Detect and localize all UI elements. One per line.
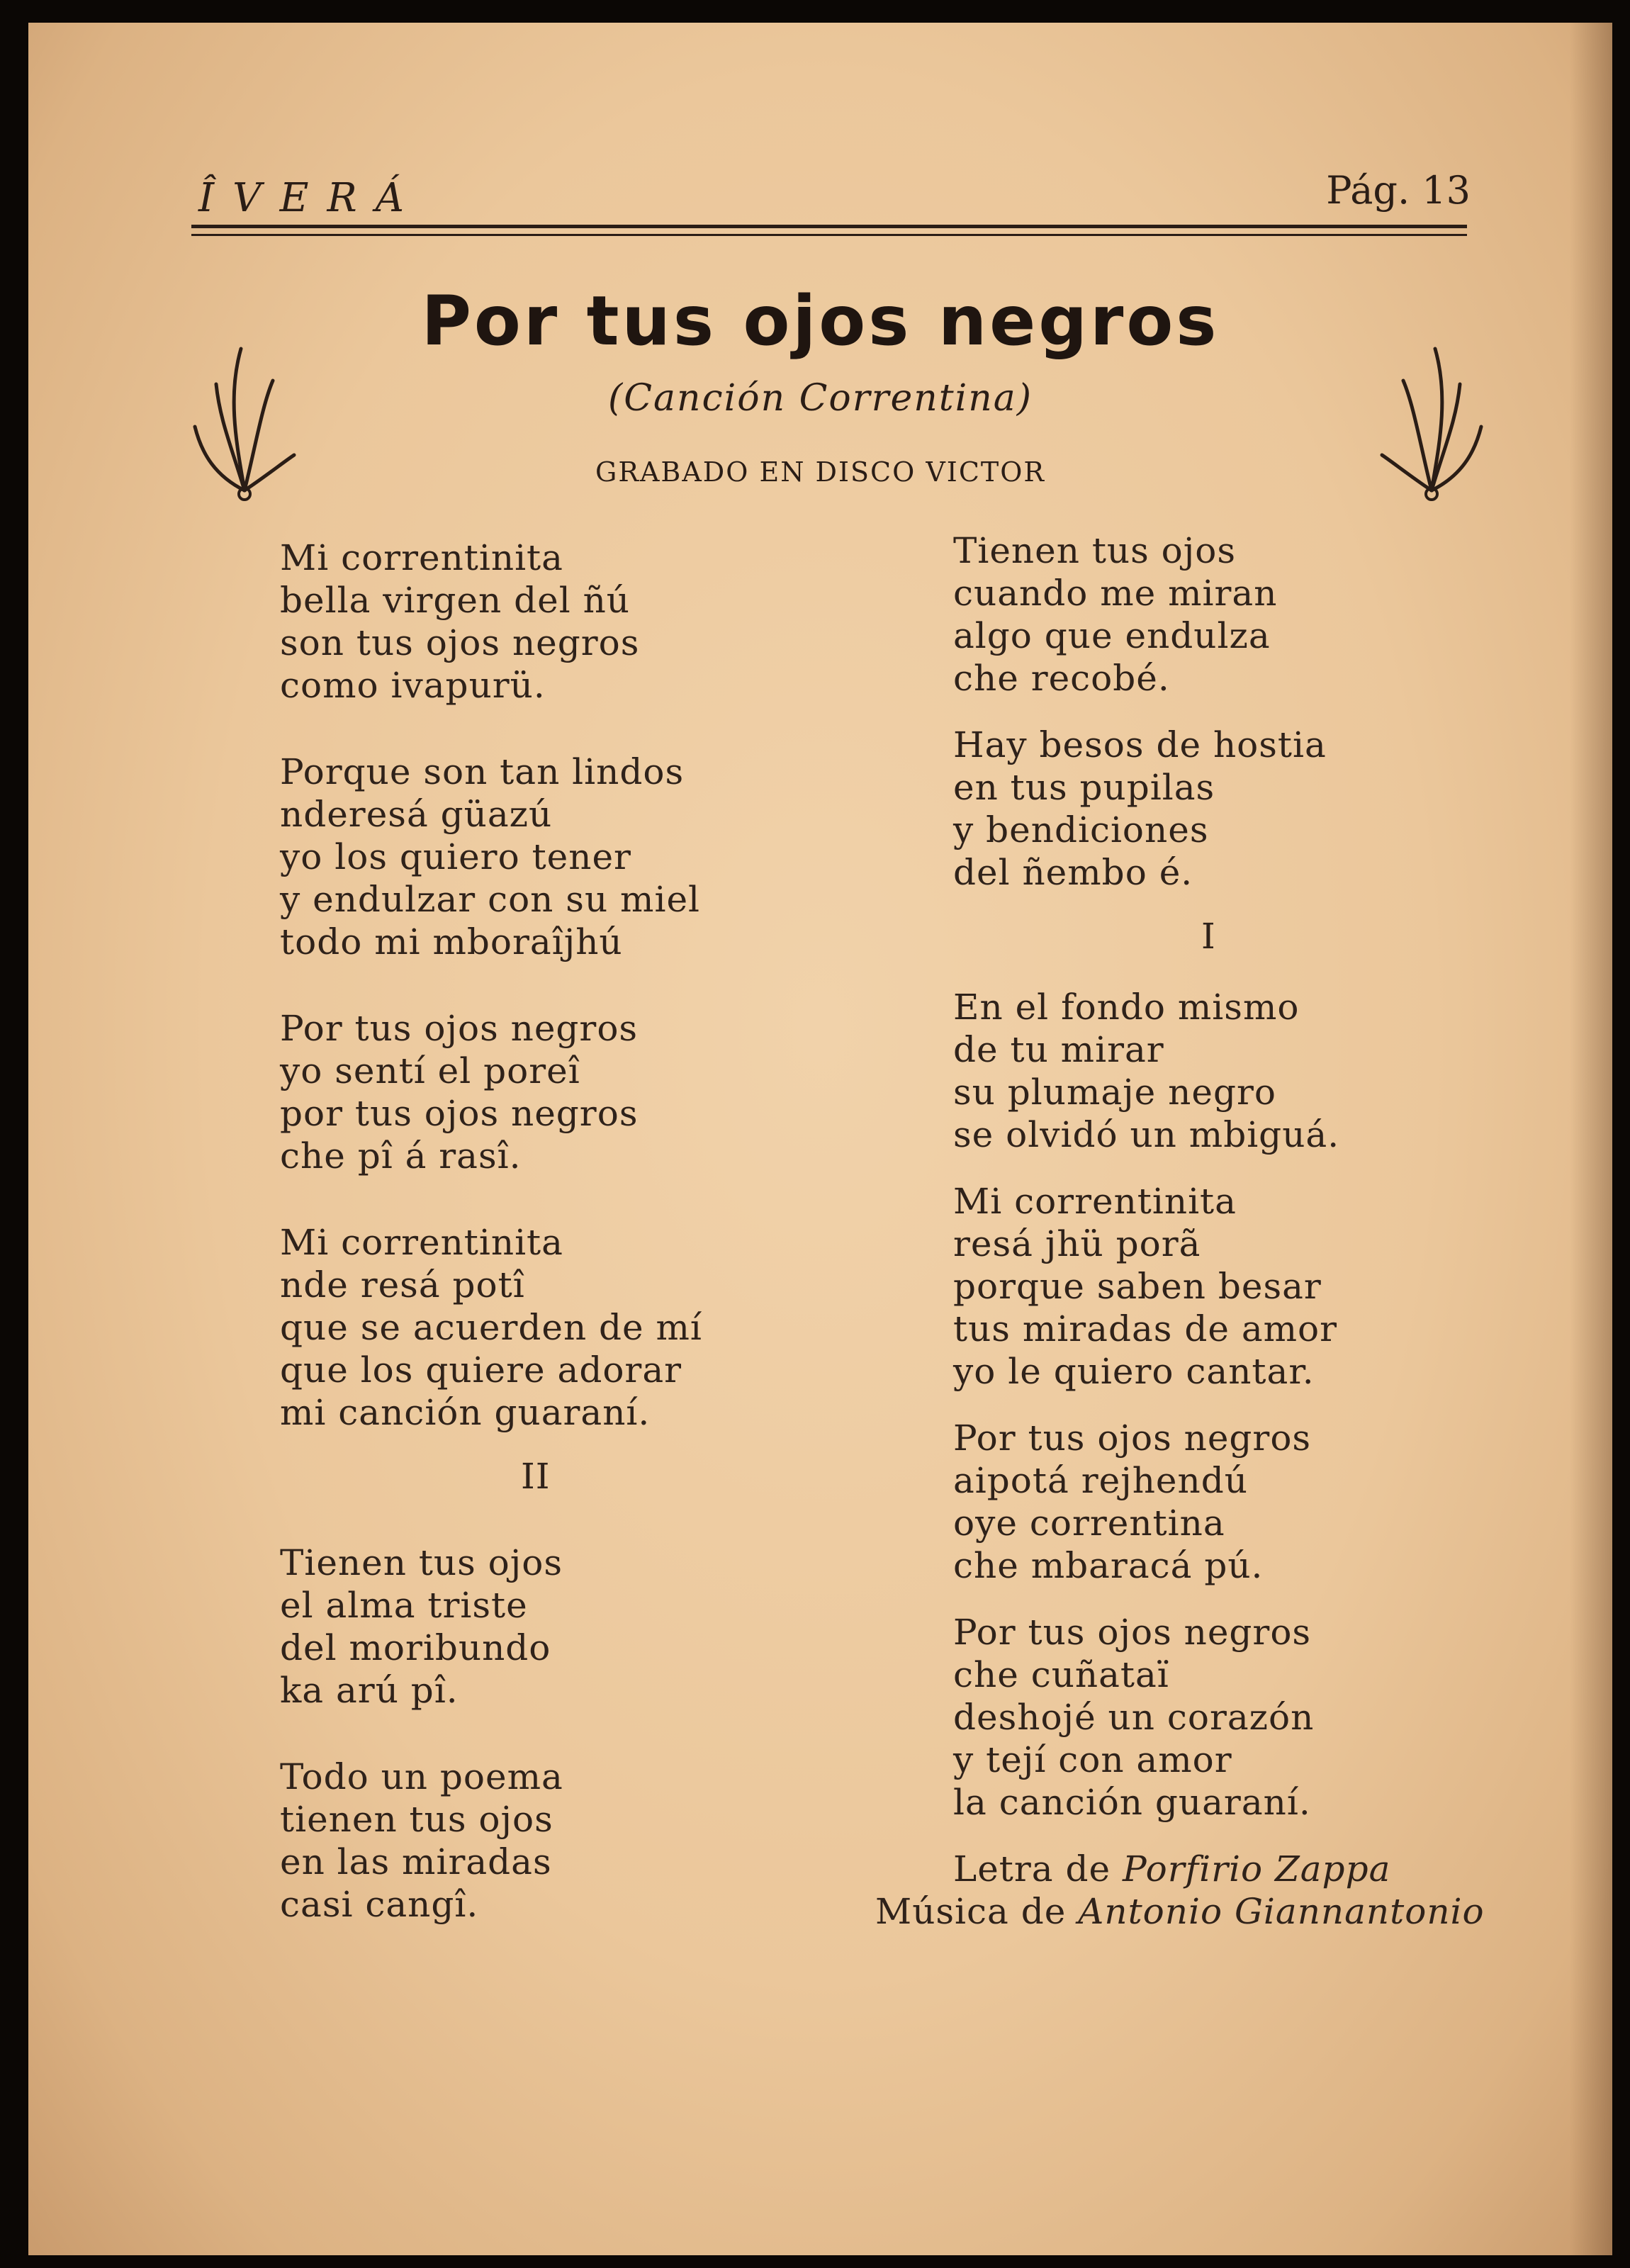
lyric-line: y tejí con amor xyxy=(953,1739,1232,1780)
lyric-line: en tus pupilas xyxy=(953,767,1215,808)
stanza xyxy=(280,1756,861,1926)
lyrics-column-left xyxy=(280,537,861,1926)
lyric-line: por tus ojos negros xyxy=(280,1093,639,1134)
page-number: Pág. 13 xyxy=(1326,168,1471,213)
lyric-line: Hay besos de hostia xyxy=(953,724,1327,765)
lyric-line: de tu mirar xyxy=(953,1029,1164,1070)
lyric-line: resá jhü porã xyxy=(953,1223,1201,1264)
music-credit-prefix: Música de xyxy=(875,1891,1067,1932)
lyric-line: Tienen tus ojos xyxy=(280,1542,563,1583)
lyric-line: nderesá güazú xyxy=(280,794,553,835)
stanza xyxy=(953,724,1563,894)
lyrics-credit xyxy=(953,1848,1563,1890)
lyric-line: che pî á rasî. xyxy=(280,1135,522,1177)
lyrics-column-right xyxy=(875,529,1563,1933)
lyric-line: del moribundo xyxy=(280,1627,551,1668)
lyric-line: aipotá rejhendú xyxy=(953,1460,1248,1501)
song-subtitle: (Canción Correntina) xyxy=(607,377,1033,420)
lyric-line: yo le quiero cantar. xyxy=(953,1351,1315,1392)
lyric-line: ka arú pî. xyxy=(280,1670,459,1711)
header-rule-thin xyxy=(191,234,1467,236)
stanza xyxy=(280,1007,861,1177)
lyric-line: algo que endulza xyxy=(953,615,1271,656)
stanza xyxy=(953,529,1563,700)
lyric-line: que los quiere adorar xyxy=(280,1349,682,1391)
lyrics-credit-prefix: Letra de xyxy=(953,1848,1111,1890)
lyric-line: En el fondo mismo xyxy=(953,987,1300,1028)
recording-note: GRABADO EN DISCO VICTOR xyxy=(595,456,1045,488)
lyric-line: Por tus ojos negros xyxy=(953,1612,1312,1653)
lyric-line: tienen tus ojos xyxy=(280,1799,553,1840)
music-credit xyxy=(875,1890,1563,1933)
lyric-line: Por tus ojos negros xyxy=(280,1008,639,1049)
stanza xyxy=(953,1611,1563,1824)
lyric-line: la canción guaraní. xyxy=(953,1782,1311,1823)
lyric-line: Por tus ojos negros xyxy=(953,1418,1312,1459)
lyric-line: Porque son tan lindos xyxy=(280,751,685,792)
stanza xyxy=(280,1542,861,1712)
lyric-line: y endulzar con su miel xyxy=(280,879,701,920)
lyric-line: oye correntina xyxy=(953,1503,1225,1544)
stanza xyxy=(953,1417,1563,1587)
lyric-line: che mbaracá pú. xyxy=(953,1545,1264,1586)
lyric-line: del ñembo é. xyxy=(953,852,1193,893)
lyric-line: y bendiciones xyxy=(953,809,1209,850)
stanza xyxy=(953,986,1563,1156)
lyric-line: nde resá potî xyxy=(280,1264,525,1306)
magazine-page xyxy=(28,23,1612,2255)
lyric-line: bella virgen del ñú xyxy=(280,580,630,621)
lyric-line: Todo un poema xyxy=(280,1756,563,1797)
lyric-line: el alma triste xyxy=(280,1585,528,1626)
stanza xyxy=(280,751,861,963)
stanza xyxy=(953,1180,1563,1393)
lyric-line: su plumaje negro xyxy=(953,1072,1276,1113)
lyrics-author: Porfirio Zappa xyxy=(1123,1848,1391,1890)
lyric-line: en las miradas xyxy=(280,1841,552,1882)
lyric-line: che cuñataï xyxy=(953,1654,1169,1695)
lyric-line: como ivapurü. xyxy=(280,665,546,706)
lyric-line: Tienen tus ojos xyxy=(953,530,1237,571)
lyric-line: Mi correntinita xyxy=(953,1181,1237,1222)
stanza xyxy=(280,1221,861,1434)
lyric-line: deshojé un corazón xyxy=(953,1697,1315,1738)
song-title: Por tus ojos negros xyxy=(421,281,1220,361)
section-numeral: I xyxy=(1201,916,1216,957)
lyric-line: cuando me miran xyxy=(953,573,1278,614)
lyric-line: yo sentí el poreî xyxy=(280,1050,580,1091)
section-numeral: II xyxy=(521,1456,551,1497)
header-rule xyxy=(191,225,1467,228)
lyric-line: yo los quiero tener xyxy=(280,836,631,877)
magazine-name: ÎVERÁ xyxy=(198,175,423,221)
stanza xyxy=(280,537,861,707)
lyric-line: mi canción guaraní. xyxy=(280,1392,651,1433)
lyric-line: che recobé. xyxy=(953,658,1170,699)
lyric-line: Mi correntinita xyxy=(280,537,563,578)
lyric-line: se olvidó un mbiguá. xyxy=(953,1114,1340,1155)
lyric-line: Mi correntinita xyxy=(280,1222,563,1263)
music-author: Antonio Giannantonio xyxy=(1078,1891,1485,1932)
lyric-line: tus miradas de amor xyxy=(953,1308,1338,1349)
lyric-line: que se acuerden de mí xyxy=(280,1307,702,1348)
lyric-line: casi cangî. xyxy=(280,1884,479,1925)
lyric-line: porque saben besar xyxy=(953,1266,1322,1307)
lyric-line: todo mi mboraîjhú xyxy=(280,921,623,962)
lyric-line: son tus ojos negros xyxy=(280,622,640,663)
